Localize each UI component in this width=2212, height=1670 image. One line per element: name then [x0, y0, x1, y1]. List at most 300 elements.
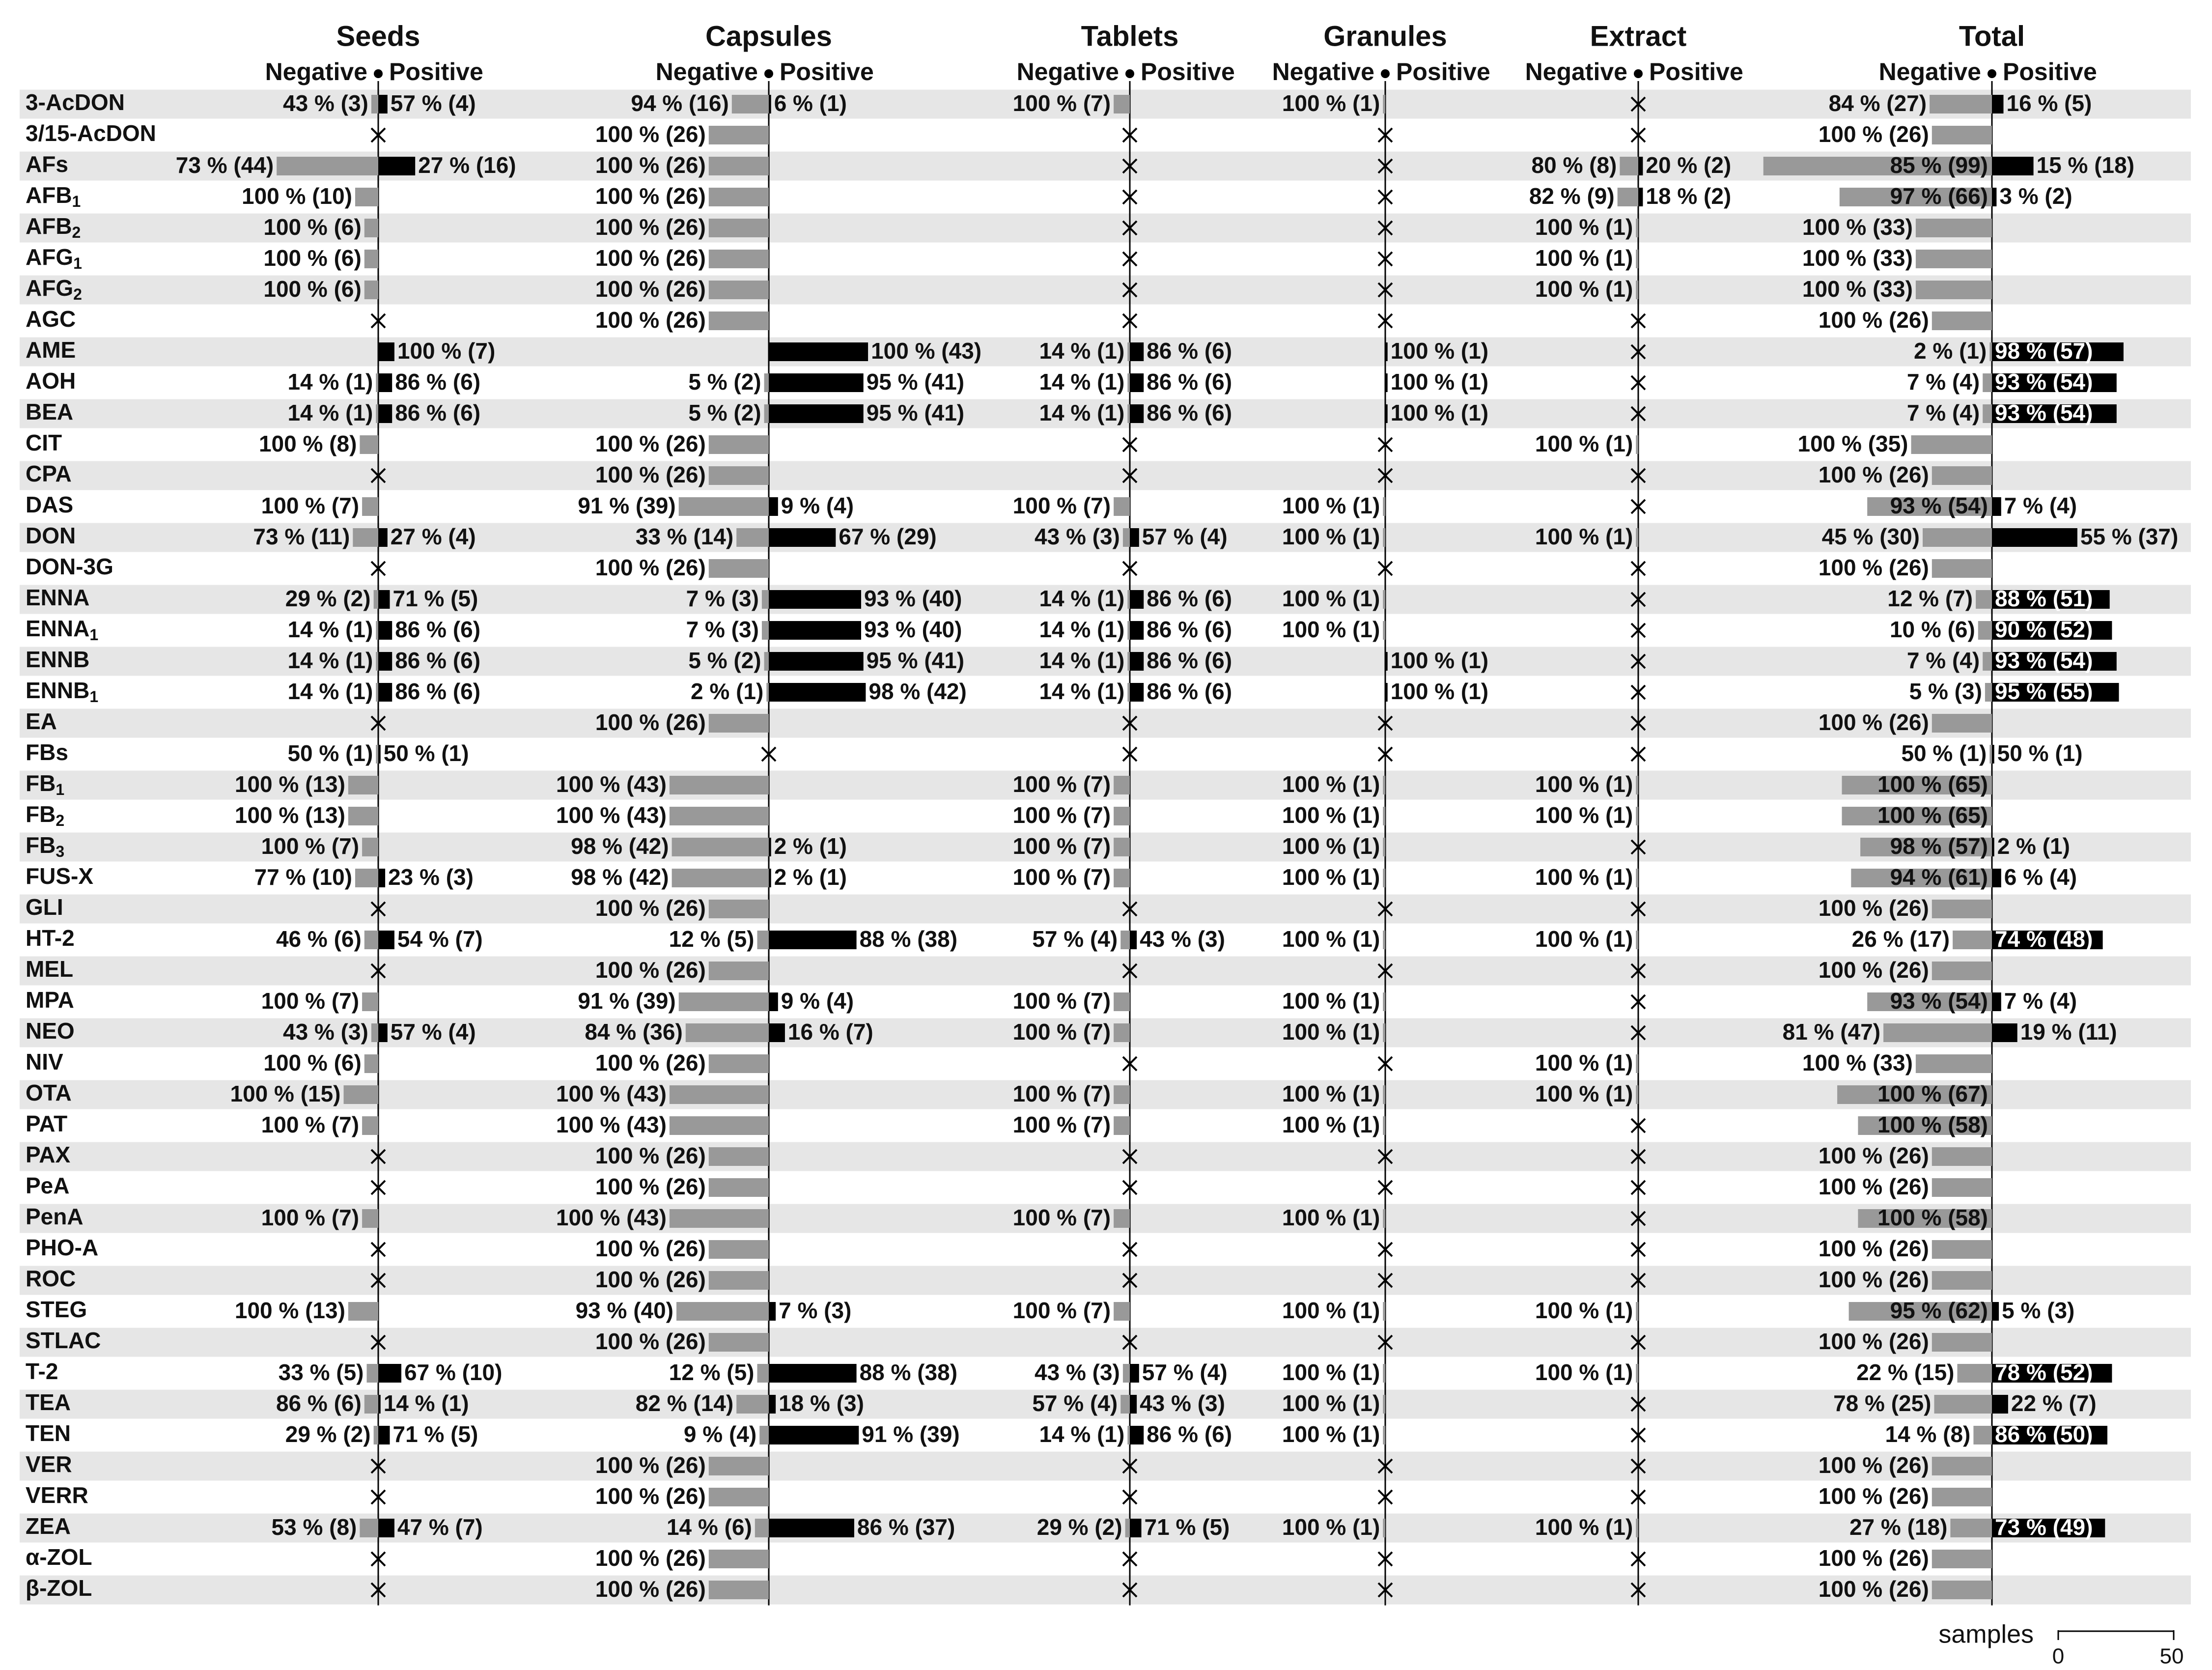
positive-value-label: 86 % (37) [857, 1514, 955, 1540]
positive-bar [1385, 683, 1388, 702]
negative-value-label: 100 % (1) [1535, 1081, 1633, 1107]
negative-value-label: 100 % (33) [1802, 276, 1913, 302]
negative-value-label: 97 % (66) [1890, 183, 1988, 209]
negative-bar [709, 281, 769, 299]
negative-value-label: 100 % (7) [261, 1205, 360, 1231]
positive-bar [769, 1519, 854, 1537]
positive-value-label: 86 % (50) [1995, 1421, 2093, 1447]
negative-value-label: 94 % (61) [1890, 864, 1988, 890]
negative-value-label: 81 % (47) [1782, 1019, 1881, 1045]
negative-value-label: 100 % (1) [1535, 1359, 1633, 1386]
negative-value-label: 100 % (1) [1282, 1081, 1380, 1107]
positive-bar [769, 838, 771, 856]
positive-bar [1385, 373, 1388, 392]
negative-value-label: 100 % (1) [1535, 864, 1633, 890]
positive-bar [769, 404, 864, 423]
positive-value-label: 55 % (37) [2080, 524, 2179, 550]
positive-value-label: 100 % (1) [1390, 679, 1489, 705]
row-label: VERR [26, 1482, 88, 1508]
negative-value-label: 91 % (39) [578, 493, 676, 519]
negative-bar [1636, 776, 1638, 794]
positive-value-label: 86 % (6) [1147, 648, 1232, 674]
positive-value-label: 86 % (6) [1147, 679, 1232, 705]
negative-bar [1127, 683, 1130, 702]
positive-value-label: 86 % (6) [395, 369, 481, 395]
negative-value-label: 100 % (7) [261, 1112, 360, 1138]
positive-value-label: 43 % (3) [1140, 1390, 1225, 1416]
positive-value-label: 88 % (38) [859, 926, 958, 952]
positive-value-label: 7 % (4) [2004, 988, 2077, 1014]
positive-value-label: 100 % (1) [1390, 648, 1489, 674]
positive-value-label: 100 % (1) [1390, 369, 1489, 395]
negative-value-label: 100 % (65) [1877, 802, 1988, 828]
negative-bar [709, 466, 769, 485]
negative-bar [676, 1302, 769, 1321]
negative-bar [362, 838, 378, 856]
positive-value-label: 86 % (6) [1147, 586, 1232, 612]
negative-value-label: 100 % (7) [1012, 1298, 1111, 1324]
negative-bar [1114, 807, 1130, 825]
positive-value-label: 3 % (2) [1999, 183, 2072, 209]
negative-bar [348, 776, 378, 794]
positive-value-label: 57 % (4) [1142, 1359, 1228, 1386]
positive-bar [1130, 621, 1144, 640]
positive-bar [1992, 1395, 2008, 1414]
positive-bar [1992, 1302, 1999, 1321]
negative-bar [376, 745, 378, 764]
negative-value-label: 14 % (1) [1039, 338, 1125, 364]
negative-value-label: 14 % (1) [287, 679, 373, 705]
positive-bar [1992, 157, 2034, 175]
negative-bar [1114, 1302, 1130, 1321]
negative-bar [732, 95, 769, 113]
negative-value-label: 100 % (26) [595, 214, 706, 240]
negative-value-label: 100 % (26) [595, 709, 706, 736]
row-label: PAT [26, 1111, 68, 1137]
negative-bar [371, 95, 378, 113]
negative-bar [1932, 962, 1992, 980]
negative-bar [1932, 900, 1992, 918]
negative-bar [1114, 992, 1130, 1011]
positive-value-label: 90 % (52) [1995, 617, 2093, 643]
negative-bar [1114, 497, 1130, 516]
negative-bar [1114, 1085, 1130, 1104]
negative-value-label: 29 % (2) [285, 1421, 371, 1447]
negative-value-label: 100 % (26) [1818, 1329, 1929, 1355]
negative-bar [1383, 1085, 1385, 1104]
negative-value-label: 2 % (1) [1914, 338, 1987, 364]
negative-bar [1383, 807, 1385, 825]
positive-bar [378, 157, 415, 175]
positive-bar [378, 1395, 381, 1414]
negative-value-label: 100 % (26) [1818, 709, 1929, 736]
row-label: α-ZOL [26, 1544, 92, 1570]
negative-value-label: 14 % (1) [287, 648, 373, 674]
positive-value-label: 27 % (4) [390, 524, 476, 550]
negative-bar [364, 931, 378, 949]
negative-bar [1120, 931, 1130, 949]
negative-value-label: 100 % (26) [595, 276, 706, 302]
positive-value-label: 95 % (41) [866, 400, 965, 426]
negative-bar [1383, 590, 1385, 609]
positive-value-label: 98 % (42) [868, 679, 967, 705]
negative-value-label: 100 % (7) [261, 493, 360, 519]
negative-bar [1636, 869, 1638, 887]
negative-bar [1983, 404, 1992, 423]
negative-bar [670, 1116, 769, 1135]
negative-bar [709, 188, 769, 206]
negative-value-label: 100 % (43) [556, 802, 667, 828]
negative-bar [376, 683, 378, 702]
negative-bar [1932, 714, 1992, 733]
positive-value-label: 57 % (4) [390, 1019, 476, 1045]
negative-bar [364, 1054, 378, 1073]
negative-value-label: 14 % (6) [666, 1514, 752, 1540]
positive-value-label: 98 % (57) [1995, 338, 2093, 364]
negative-bar [1932, 1240, 1992, 1259]
negative-value-label: 100 % (26) [1818, 1174, 1929, 1200]
negative-bar [764, 652, 769, 671]
negative-value-label: 95 % (62) [1890, 1298, 1988, 1324]
negative-value-label: 100 % (26) [595, 957, 706, 983]
negative-value-label: 27 % (18) [1849, 1514, 1948, 1540]
negative-value-label: 2 % (1) [691, 679, 764, 705]
scale-bar [1938, 1620, 2184, 1669]
negative-bar [1114, 1209, 1130, 1228]
negative-bar [362, 992, 378, 1011]
negative-bar [762, 621, 769, 640]
header-layer [265, 20, 2097, 85]
positive-bar [769, 1023, 785, 1042]
negative-value-label: 100 % (10) [241, 183, 352, 209]
negative-bar [709, 250, 769, 268]
negative-value-label: 100 % (43) [556, 1112, 667, 1138]
negative-value-label: 86 % (6) [276, 1390, 362, 1416]
negative-bar [1636, 281, 1638, 299]
row-label: FUS-X [26, 863, 93, 889]
negative-label: Negative [1272, 58, 1374, 86]
negative-bar [1923, 528, 1992, 547]
negative-bar [1114, 838, 1130, 856]
positive-bar [769, 683, 866, 702]
negative-bar [1383, 1395, 1385, 1414]
negative-bar [1127, 652, 1130, 671]
negative-value-label: 100 % (26) [595, 245, 706, 271]
positive-bar [1130, 683, 1144, 702]
negative-value-label: 77 % (10) [254, 864, 352, 890]
row-label: TEN [26, 1420, 71, 1446]
negative-bar [364, 250, 378, 268]
negative-bar [1383, 838, 1385, 856]
negative-bar [1383, 992, 1385, 1011]
positive-value-label: 86 % (6) [395, 679, 481, 705]
negative-value-label: 100 % (15) [230, 1081, 341, 1107]
negative-value-label: 100 % (6) [263, 1050, 362, 1076]
negative-value-label: 100 % (7) [1012, 1081, 1111, 1107]
negative-value-label: 57 % (4) [1032, 926, 1118, 952]
negative-label: Negative [655, 58, 758, 86]
negative-bar [1114, 1023, 1130, 1042]
negative-bar [1620, 157, 1638, 175]
negative-value-label: 98 % (42) [571, 864, 669, 890]
negative-value-label: 100 % (58) [1877, 1205, 1988, 1231]
negative-bar [1973, 1426, 1992, 1444]
negative-value-label: 100 % (13) [234, 771, 345, 797]
negative-bar [371, 1023, 378, 1042]
positive-bar [378, 373, 392, 392]
positive-value-label: 50 % (1) [383, 740, 469, 766]
negative-value-label: 100 % (1) [1282, 1112, 1380, 1138]
positive-value-label: 86 % (6) [395, 648, 481, 674]
positive-value-label: 100 % (7) [397, 338, 496, 364]
row-label: 3-AcDON [26, 89, 125, 115]
negative-bar [1932, 1488, 1992, 1506]
negative-bar [1636, 931, 1638, 949]
positive-bar [769, 95, 771, 113]
divider-dot [1988, 69, 1996, 78]
negative-bar [709, 1271, 769, 1290]
negative-value-label: 100 % (26) [1818, 1545, 1929, 1571]
negative-bar [709, 435, 769, 454]
negative-bar [355, 188, 378, 206]
negative-value-label: 100 % (26) [1818, 1143, 1929, 1169]
negative-value-label: 100 % (1) [1282, 988, 1380, 1014]
positive-value-label: 50 % (1) [1997, 740, 2083, 766]
positive-value-label: 100 % (1) [1390, 400, 1489, 426]
negative-bar [376, 621, 378, 640]
group-title-capsules: Capsules [705, 20, 832, 53]
positive-bar [769, 1302, 776, 1321]
positive-bar [378, 590, 390, 609]
negative-value-label: 100 % (26) [595, 121, 706, 147]
positive-value-label: 71 % (5) [392, 586, 478, 612]
positive-bar [769, 342, 868, 361]
positive-value-label: 93 % (40) [864, 617, 962, 643]
negative-value-label: 84 % (27) [1828, 90, 1927, 116]
negative-bar [709, 1240, 769, 1259]
negative-value-label: 100 % (26) [595, 1483, 706, 1509]
negative-value-label: 100 % (7) [1012, 1205, 1111, 1231]
positive-value-label: 16 % (5) [2006, 90, 2092, 116]
negative-value-label: 22 % (15) [1856, 1359, 1955, 1386]
positive-bar [1638, 188, 1643, 206]
negative-value-label: 100 % (1) [1282, 1421, 1380, 1447]
negative-value-label: 93 % (54) [1890, 493, 1988, 519]
negative-value-label: 100 % (33) [1802, 214, 1913, 240]
positive-bar [1992, 95, 2004, 113]
negative-value-label: 100 % (26) [595, 307, 706, 333]
positive-bar [378, 683, 392, 702]
negative-bar [1932, 1333, 1992, 1352]
negative-bar [709, 126, 769, 144]
negative-value-label: 100 % (6) [263, 214, 362, 240]
negative-bar [1989, 745, 1992, 764]
negative-bar [1636, 1519, 1638, 1537]
negative-bar [1114, 1116, 1130, 1135]
positive-bar [1992, 528, 2077, 547]
negative-value-label: 100 % (26) [595, 152, 706, 178]
positive-bar [1130, 528, 1139, 547]
negative-bar [1383, 1426, 1385, 1444]
positive-bar [1992, 992, 2001, 1011]
negative-value-label: 100 % (26) [1818, 1483, 1929, 1509]
negative-bar [672, 869, 769, 887]
negative-value-label: 100 % (33) [1802, 1050, 1913, 1076]
negative-bar [1916, 1054, 1992, 1073]
positive-bar [1130, 652, 1144, 671]
negative-value-label: 7 % (3) [686, 617, 759, 643]
negative-value-label: 5 % (2) [688, 648, 761, 674]
positive-value-label: 54 % (7) [397, 926, 483, 952]
positive-bar [1638, 157, 1643, 175]
positive-value-label: 14 % (1) [383, 1390, 469, 1416]
row-label: AFs [26, 151, 68, 177]
positive-value-label: 43 % (3) [1140, 926, 1225, 952]
negative-bar [1932, 126, 1992, 144]
negative-value-label: 100 % (1) [1535, 245, 1633, 271]
negative-value-label: 45 % (30) [1821, 524, 1920, 550]
negative-value-label: 100 % (26) [1818, 462, 1929, 488]
negative-value-label: 100 % (1) [1282, 802, 1380, 828]
negative-bar [348, 807, 378, 825]
negative-value-label: 100 % (1) [1535, 276, 1633, 302]
negative-bar [759, 1426, 769, 1444]
negative-bar [1932, 466, 1992, 485]
negative-value-label: 73 % (11) [253, 524, 350, 550]
negative-bar [360, 1519, 378, 1537]
negative-value-label: 82 % (9) [1529, 183, 1615, 209]
negative-value-label: 100 % (26) [595, 1174, 706, 1200]
negative-bar [353, 528, 378, 547]
negative-bar [1383, 1302, 1385, 1321]
negative-value-label: 100 % (58) [1877, 1112, 1988, 1138]
negative-bar [1383, 869, 1385, 887]
negative-value-label: 100 % (65) [1877, 771, 1988, 797]
negative-bar [1123, 1364, 1130, 1383]
negative-bar [1120, 1395, 1130, 1414]
negative-value-label: 100 % (33) [1802, 245, 1913, 271]
positive-label: Positive [389, 58, 483, 86]
negative-bar [1127, 1426, 1130, 1444]
positive-bar [378, 621, 392, 640]
negative-value-label: 14 % (1) [287, 400, 373, 426]
negative-bar [1916, 250, 1992, 268]
negative-bar [1125, 1519, 1130, 1537]
negative-bar [1932, 1457, 1992, 1475]
negative-bar [1383, 621, 1385, 640]
negative-value-label: 100 % (1) [1535, 802, 1633, 828]
positive-value-label: 71 % (5) [1144, 1514, 1230, 1540]
negative-value-label: 100 % (26) [1818, 1576, 1929, 1602]
negative-bar [364, 219, 378, 237]
row-label: $ENNA_1$ [26, 616, 99, 644]
negative-bar [348, 1302, 378, 1321]
positive-bar [378, 745, 381, 764]
negative-bar [1932, 1178, 1992, 1197]
negative-bar [1932, 1550, 1992, 1568]
negative-value-label: 100 % (1) [1535, 1514, 1633, 1540]
positive-value-label: 93 % (54) [1995, 369, 2093, 395]
positive-value-label: 86 % (6) [1147, 369, 1232, 395]
negative-bar [1636, 1085, 1638, 1104]
negative-bar [1976, 590, 1992, 609]
positive-value-label: 86 % (6) [1147, 338, 1232, 364]
negative-bar [1383, 1519, 1385, 1537]
negative-value-label: 100 % (26) [1818, 555, 1929, 581]
row-label: $AFB_1$ [26, 182, 81, 211]
positive-bar [378, 869, 385, 887]
negative-bar [670, 807, 769, 825]
negative-value-label: 14 % (1) [1039, 400, 1125, 426]
negative-value-label: 82 % (14) [635, 1390, 734, 1416]
positive-value-label: 73 % (49) [1995, 1514, 2093, 1540]
negative-value-label: 100 % (1) [1282, 586, 1380, 612]
negative-value-label: 100 % (26) [1818, 1267, 1929, 1293]
positive-bar [769, 590, 861, 609]
negative-bar [1950, 1519, 1992, 1537]
negative-value-label: 100 % (26) [1818, 1452, 1929, 1478]
negative-value-label: 100 % (26) [1818, 895, 1929, 921]
row-label: GLI [26, 894, 63, 920]
positive-bar [1130, 1426, 1144, 1444]
negative-bar [736, 1395, 769, 1414]
negative-value-label: 10 % (6) [1889, 617, 1975, 643]
negative-bar [709, 157, 769, 175]
positive-value-label: 6 % (4) [2004, 864, 2077, 890]
row-label: MPA [26, 987, 74, 1013]
negative-bar [362, 497, 378, 516]
negative-bar [679, 497, 769, 516]
positive-bar [1130, 1364, 1139, 1383]
negative-value-label: 100 % (7) [1012, 802, 1111, 828]
divider-dot [1381, 69, 1390, 78]
negative-bar [709, 714, 769, 733]
row-label: STEG [26, 1297, 87, 1323]
positive-bar [769, 528, 836, 547]
negative-value-label: 100 % (26) [595, 183, 706, 209]
positive-bar [378, 1364, 401, 1383]
negative-bar [709, 1054, 769, 1073]
negative-value-label: 100 % (1) [1282, 771, 1380, 797]
positive-value-label: 9 % (4) [781, 988, 854, 1014]
positive-bar [378, 1023, 388, 1042]
row-label: $FB_1$ [26, 770, 65, 799]
positive-value-label: 23 % (3) [388, 864, 474, 890]
negative-value-label: 100 % (7) [261, 988, 360, 1014]
negative-bar [686, 1023, 769, 1042]
positive-bar [1992, 838, 1994, 856]
negative-bar [709, 1333, 769, 1352]
negative-bar [762, 590, 769, 609]
negative-bar [1934, 1395, 1992, 1414]
negative-value-label: 14 % (1) [1039, 648, 1125, 674]
negative-value-label: 100 % (1) [1535, 214, 1633, 240]
negative-bar [764, 373, 769, 392]
positive-value-label: 18 % (2) [1646, 183, 1732, 209]
row-label: BEA [26, 399, 74, 425]
negative-bar [709, 900, 769, 918]
negative-bar [1127, 373, 1130, 392]
negative-value-label: 100 % (6) [263, 276, 362, 302]
positive-value-label: 86 % (6) [395, 617, 481, 643]
negative-bar [376, 373, 378, 392]
negative-bar [709, 219, 769, 237]
negative-bar [376, 404, 378, 423]
negative-value-label: 100 % (43) [556, 1205, 667, 1231]
positive-value-label: 71 % (5) [392, 1421, 478, 1447]
negative-value-label: 29 % (2) [285, 586, 371, 612]
negative-value-label: 78 % (25) [1833, 1390, 1932, 1416]
